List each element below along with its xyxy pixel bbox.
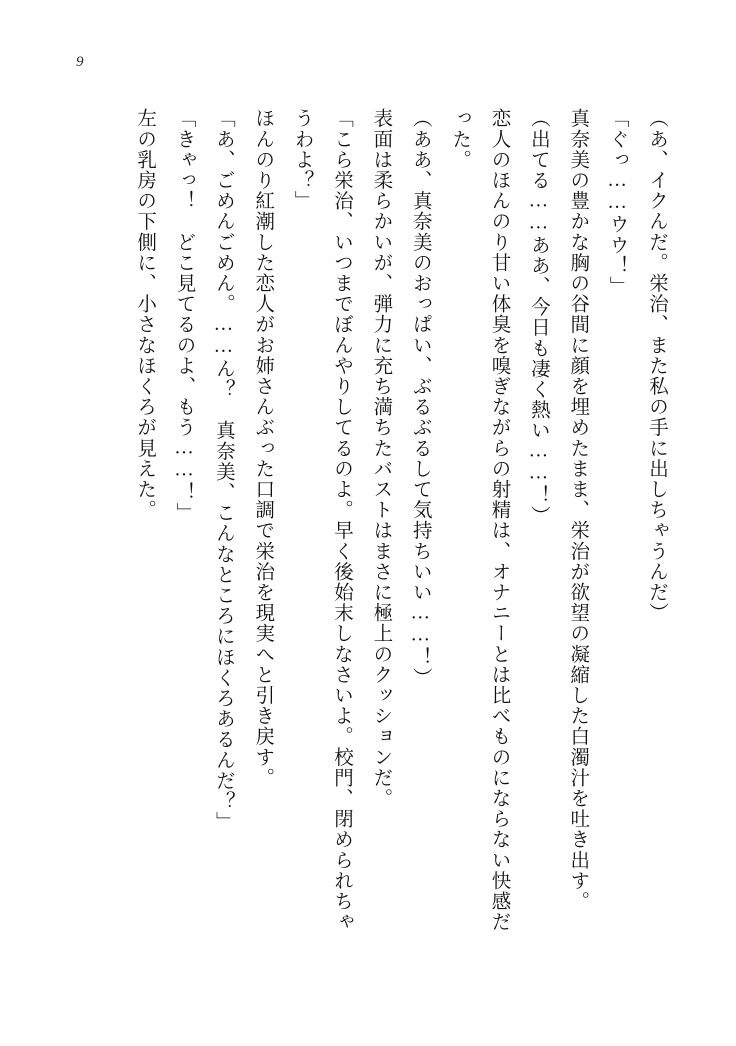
vertical-text-body: [64, 108, 676, 938]
paragraph: 「きゃっ！ どこ見てるのよ、もう……！」: [173, 108, 195, 523]
paragraph: 恋人のほんのり甘い体臭を嗅ぎながらの射精は、オナニーとは比べものにならない快感だった。: [449, 108, 510, 932]
page-number: 9: [76, 54, 84, 70]
paragraph: 「ぐっ……ウウ！」: [606, 108, 628, 297]
paragraph: 「あ、ごめんごめん。……ん？ 真奈美、こんなところにほくろあるんだ？」: [212, 108, 234, 832]
paragraph: 左の乳房の下側に、小さなほくろが見えた。: [134, 108, 156, 520]
paragraph: （ああ、真奈美のおっぱい、ぶるぶるして気持ちいい……！）: [409, 108, 431, 688]
paragraph: 「こら栄治、いつまでぼんやりしてるのよ。早く後始末しなさいよ。校門、閉められちゃうわよ？」: [291, 108, 352, 932]
paragraph: （あ、イクんだ。栄治、また私の手に出しちゃうんだ）: [646, 108, 667, 623]
paragraph: ほんのり紅潮した恋人がお姉さんぶった口調で栄治を現実へと引き戻す。: [252, 108, 274, 788]
paragraph: 真奈美の豊かな胸の谷間に顔を埋めたまま、栄治が欲望の凝縮した白濁汁を吐き出す。: [567, 108, 589, 912]
paragraph: 表面は柔らかいが、弾力に充ち満ちたバストはまさに極上のクッションだ。: [370, 108, 392, 809]
paragraph: （出てる……ああ、今日も凄く熱い……！）: [527, 108, 549, 526]
